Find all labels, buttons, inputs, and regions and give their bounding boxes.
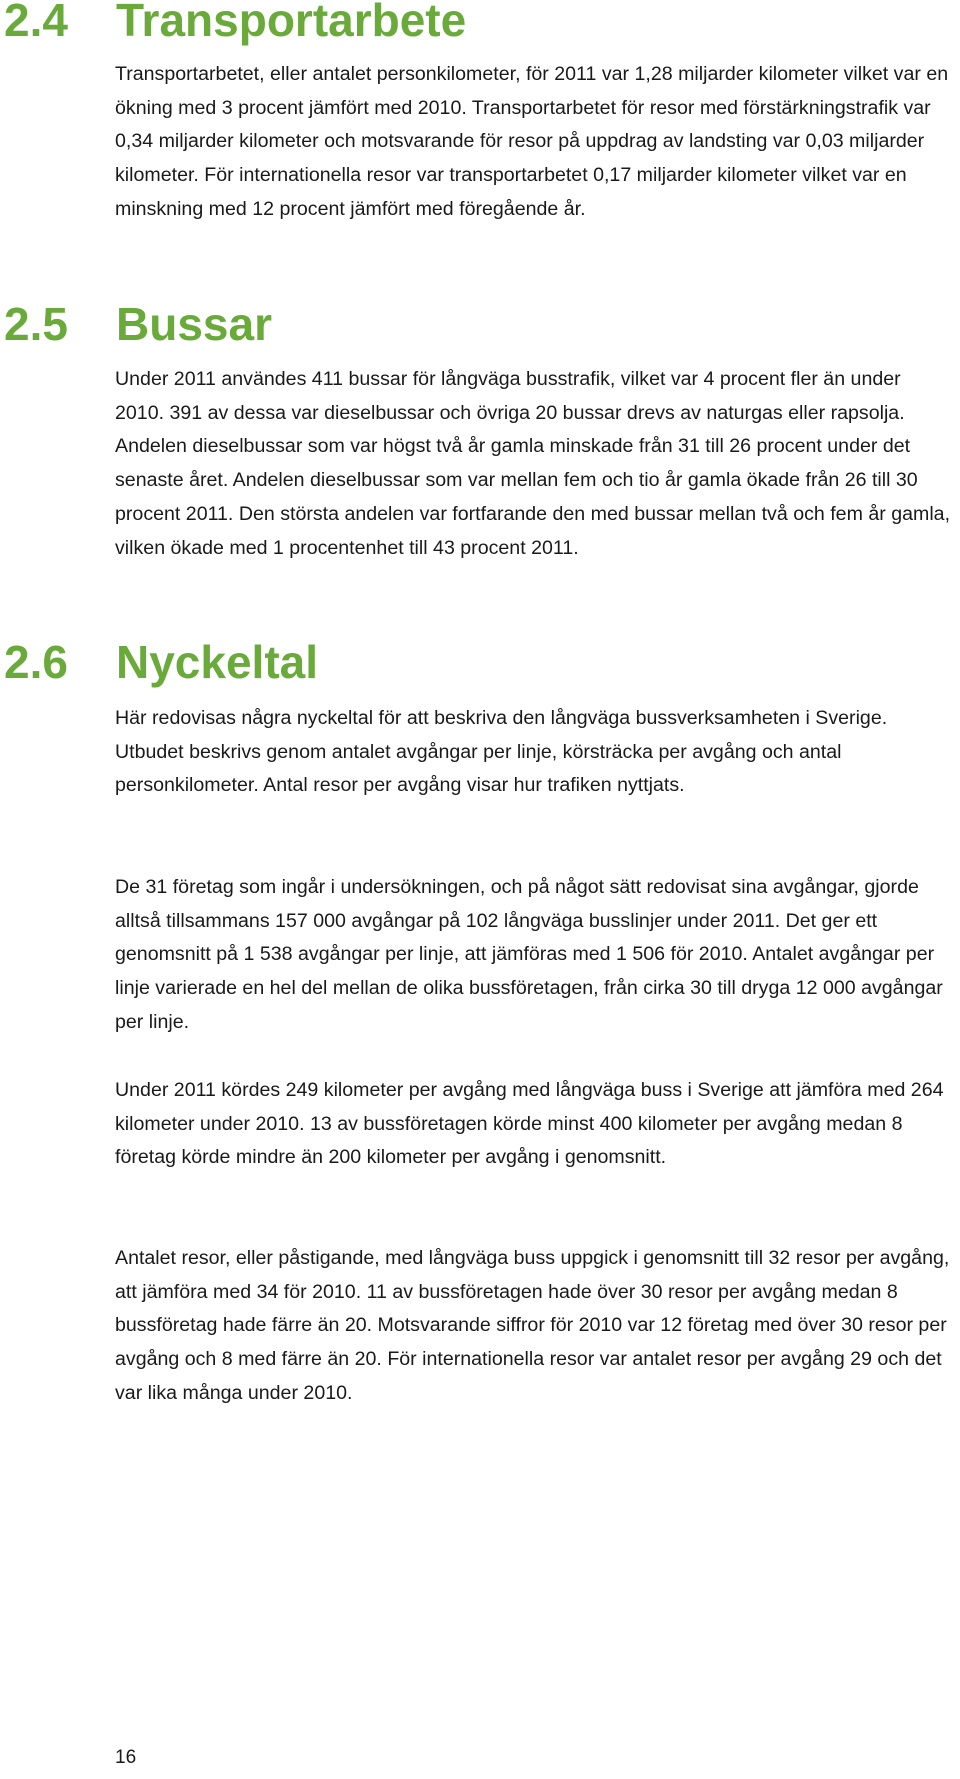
section-title: Bussar [116, 298, 272, 350]
section-heading-nyckeltal [4, 636, 318, 688]
section-number: 2.6 [4, 636, 68, 688]
page-number: 16 [115, 1747, 137, 1768]
section-heading-transportarbete [4, 0, 466, 46]
paragraph-nyckeltal-avgangar: De 31 företag som ingår i undersökningen, och på något sätt redovisat sina avgångar, gjorde alltså tillsammans 157 000 avgångar på 102 långväga busslinjer under 2011. Det ger ett genomsnitt på 1 538 avgångar per linje, att jämföras med 1 506 för 2010. Antalet avgångar per linje varierade en hel del mellan de olika bussföretagen, från cirka 30 till dryga 12 000 avgångar per linje. [115, 876, 943, 1033]
paragraph-nyckeltal-intro: Här redovisas några nyckeltal för att beskriva den långväga bussverksamheten i Sverige. Utbudet beskrivs genom antalet avgångar per linje, körsträcka per avgång och antal personkilometer. Antal resor per avgång visar hur trafiken nyttjats. [115, 707, 888, 797]
section-number: 2.5 [4, 298, 68, 350]
paragraph-nyckeltal-korstracka: Under 2011 kördes 249 kilometer per avgång med långväga buss i Sverige att jämföra med 264 kilometer under 2010. 13 av bussföretagen körde minst 400 kilometer per avgång medan 8 företag körde mindre än 200 kilometer per avgång i genomsnitt. [115, 1079, 944, 1169]
section-title: Nyckeltal [116, 636, 319, 688]
paragraph-transportarbete: Transportarbetet, eller antalet personkilometer, för 2011 var 1,28 miljarder kilometer vilket var en ökning med 3 procent jämfört med 2010. Transportarbetet för resor med förstärkningstrafik var 0,34 miljarder kilometer och motsvarande för resor på uppdrag av landsting var 0,03 miljarder kilometer. För internationella resor var transportarbetet 0,17 miljarder kilometer vilket var en minskning med 12 procent jämfört med föregående år. [115, 63, 949, 220]
paragraph-nyckeltal-resor: Antalet resor, eller påstigande, med långväga buss uppgick i genomsnitt till 32 resor per avgång, att jämföra med 34 för 2010. 11 av bussföretagen hade över 30 resor per avgång medan 8 bussföretag hade färre än 20. Motsvarande siffror för 2010 var 12 företag med över 30 resor per avgång och 8 med färre än 20. För internationella resor var antalet resor per avgång 29 och det var lika många under 2010. [115, 1247, 950, 1404]
section-number: 2.4 [4, 0, 68, 46]
section-heading-bussar [4, 298, 272, 350]
paragraph-bussar: Under 2011 användes 411 bussar för långväga busstrafik, vilket var 4 procent fler än under 2010. 391 av dessa var dieselbussar och övriga 20 bussar drevs av naturgas eller rapsolja. Andelen dieselbussar som var högst två år gamla minskade från 31 till 26 procent under det senaste året. Andelen dieselbussar som var mellan fem och tio år gamla ökade från 26 till 30 procent 2011. Den största andelen var fortfarande den med bussar mellan två och fem år gamla, vilken ökade med 1 procentenhet till 43 procent 2011. [115, 368, 951, 559]
section-title: Transportarbete [116, 0, 467, 46]
